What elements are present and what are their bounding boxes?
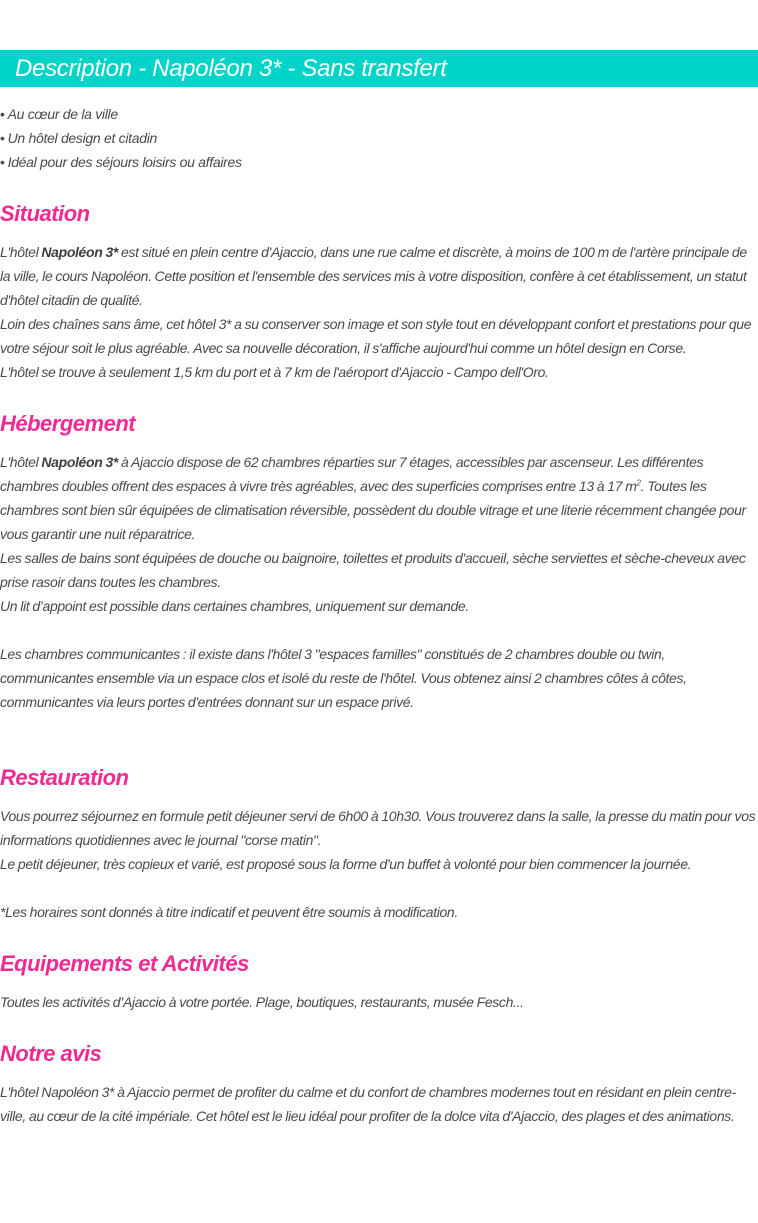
description-banner <box>0 50 758 87</box>
hotel-description <box>0 102 758 1128</box>
highlight-item: • Au cœur de la ville <box>0 106 118 122</box>
hebergement-paragraph-3: Un lit d’appoint est possible dans certaines chambres, uniquement sur demande. <box>0 598 469 614</box>
situation-paragraph-1: L'hôtel Napoléon 3* est situé en plein centre d'Ajaccio, dans une rue calme et discrète, à moins de 100 m de l'artère principale de la ville, le cours Napoléon. Cette position et l'ensemble des services mis à votre disposition, confère à cet établissement, un statut d'hôtel citadin de qualité. <box>0 244 747 308</box>
avis-paragraph-1: L'hôtel Napoléon 3* à Ajaccio permet de profiter du calme et du confort de chambres modernes tout en résidant en plein centre-ville, au cœur de la cité impériale. Cet hôtel est le lieu idéal pour profiter de la dolce vita d'Ajaccio, des plages et des animations. <box>0 1084 736 1124</box>
hotel-name: Napoléon 3* <box>41 244 118 260</box>
section-heading-avis: Notre avis <box>0 1041 102 1066</box>
section-restauration <box>0 765 758 924</box>
restauration-paragraph-2: Le petit déjeuner, très copieux et varié, est proposé sous la forme d'un buffet à volonté pour bien commencer la journée. <box>0 856 692 872</box>
section-hebergement <box>0 411 758 738</box>
restauration-note: *Les horaires sont donnés à titre indicatif et peuvent être soumis à modification. <box>0 904 458 920</box>
spacer <box>0 618 758 642</box>
section-heading-restauration: Restauration <box>0 765 129 790</box>
hebergement-paragraph-1: L'hôtel Napoléon 3* à Ajaccio dispose de 62 chambres réparties sur 7 étages, accessibles par ascenseur. Les différentes chambres doubles offrent des espaces à vivre très agréables, avec des superficies comprises entre 13 à 17 $m^2$. Toutes les chambres sont bien sûr équipées de climatisation réversible, possèdent du double vitrage et une literie récemment changée pour vous garantir une nuit réparatrice. <box>0 454 746 542</box>
situation-paragraph-2: Loin des chaînes sans âme, cet hôtel 3* a su conserver son image et son style tout en développant confort et prestations pour que votre séjour soit le plus agréable. Avec sa nouvelle décoration, il s'affiche aujourd'hui comme un hôtel design en Corse. <box>0 316 752 356</box>
equipements-paragraph-1: Toutes les activités d’Ajaccio à votre portée. Plage, boutiques, restaurants, musée Fesch... <box>0 994 524 1010</box>
spacer <box>0 714 758 738</box>
hebergement-paragraph-4: Les chambres communicantes : il existe dans l'hôtel 3 "espaces familles" constitués de 2 chambres double ou twin, communicantes ensemble via un espace clos et isolé du reste de l'hôtel. Vous obtenez ainsi 2 chambres côtes à côtes, communicantes via leurs portes d'entrées donnant sur un espace privé. <box>0 646 687 710</box>
bullet-icon: • <box>0 130 5 146</box>
highlights-list <box>0 102 758 174</box>
restauration-paragraph-1: Vous pourrez séjournez en formule petit déjeuner servi de 6h00 à 10h30. Vous trouverez dans la salle, la presse du matin pour vos informations quotidiennes avec le journal "corse matin". <box>0 808 756 848</box>
page-title: Description - Napoléon 3* - Sans transfert <box>15 55 447 82</box>
section-heading-hebergement: Hébergement <box>0 411 136 436</box>
section-heading-situation: Situation <box>0 201 90 226</box>
highlight-item: • Un hôtel design et citadin <box>0 130 158 146</box>
section-situation <box>0 201 758 384</box>
highlight-item: • Idéal pour des séjours loisirs ou affaires <box>0 154 242 170</box>
hotel-name: Napoléon 3* <box>41 454 118 470</box>
section-avis <box>0 1041 758 1128</box>
hebergement-paragraph-2: Les salles de bains sont équipées de douche ou baignoire, toilettes et produits d'accueil, sèche serviettes et sèche-cheveux avec prise rasoir dans toutes les chambres. <box>0 550 746 590</box>
spacer <box>0 876 758 900</box>
bullet-icon: • <box>0 106 5 122</box>
section-heading-equipements: Equipements et Activités <box>0 951 249 976</box>
situation-paragraph-3: L'hôtel se trouve à seulement 1,5 km du port et à 7 km de l'aéroport d'Ajaccio - Campo dell'Oro. <box>0 364 549 380</box>
section-equipements <box>0 951 758 1014</box>
bullet-icon: • <box>0 154 5 170</box>
